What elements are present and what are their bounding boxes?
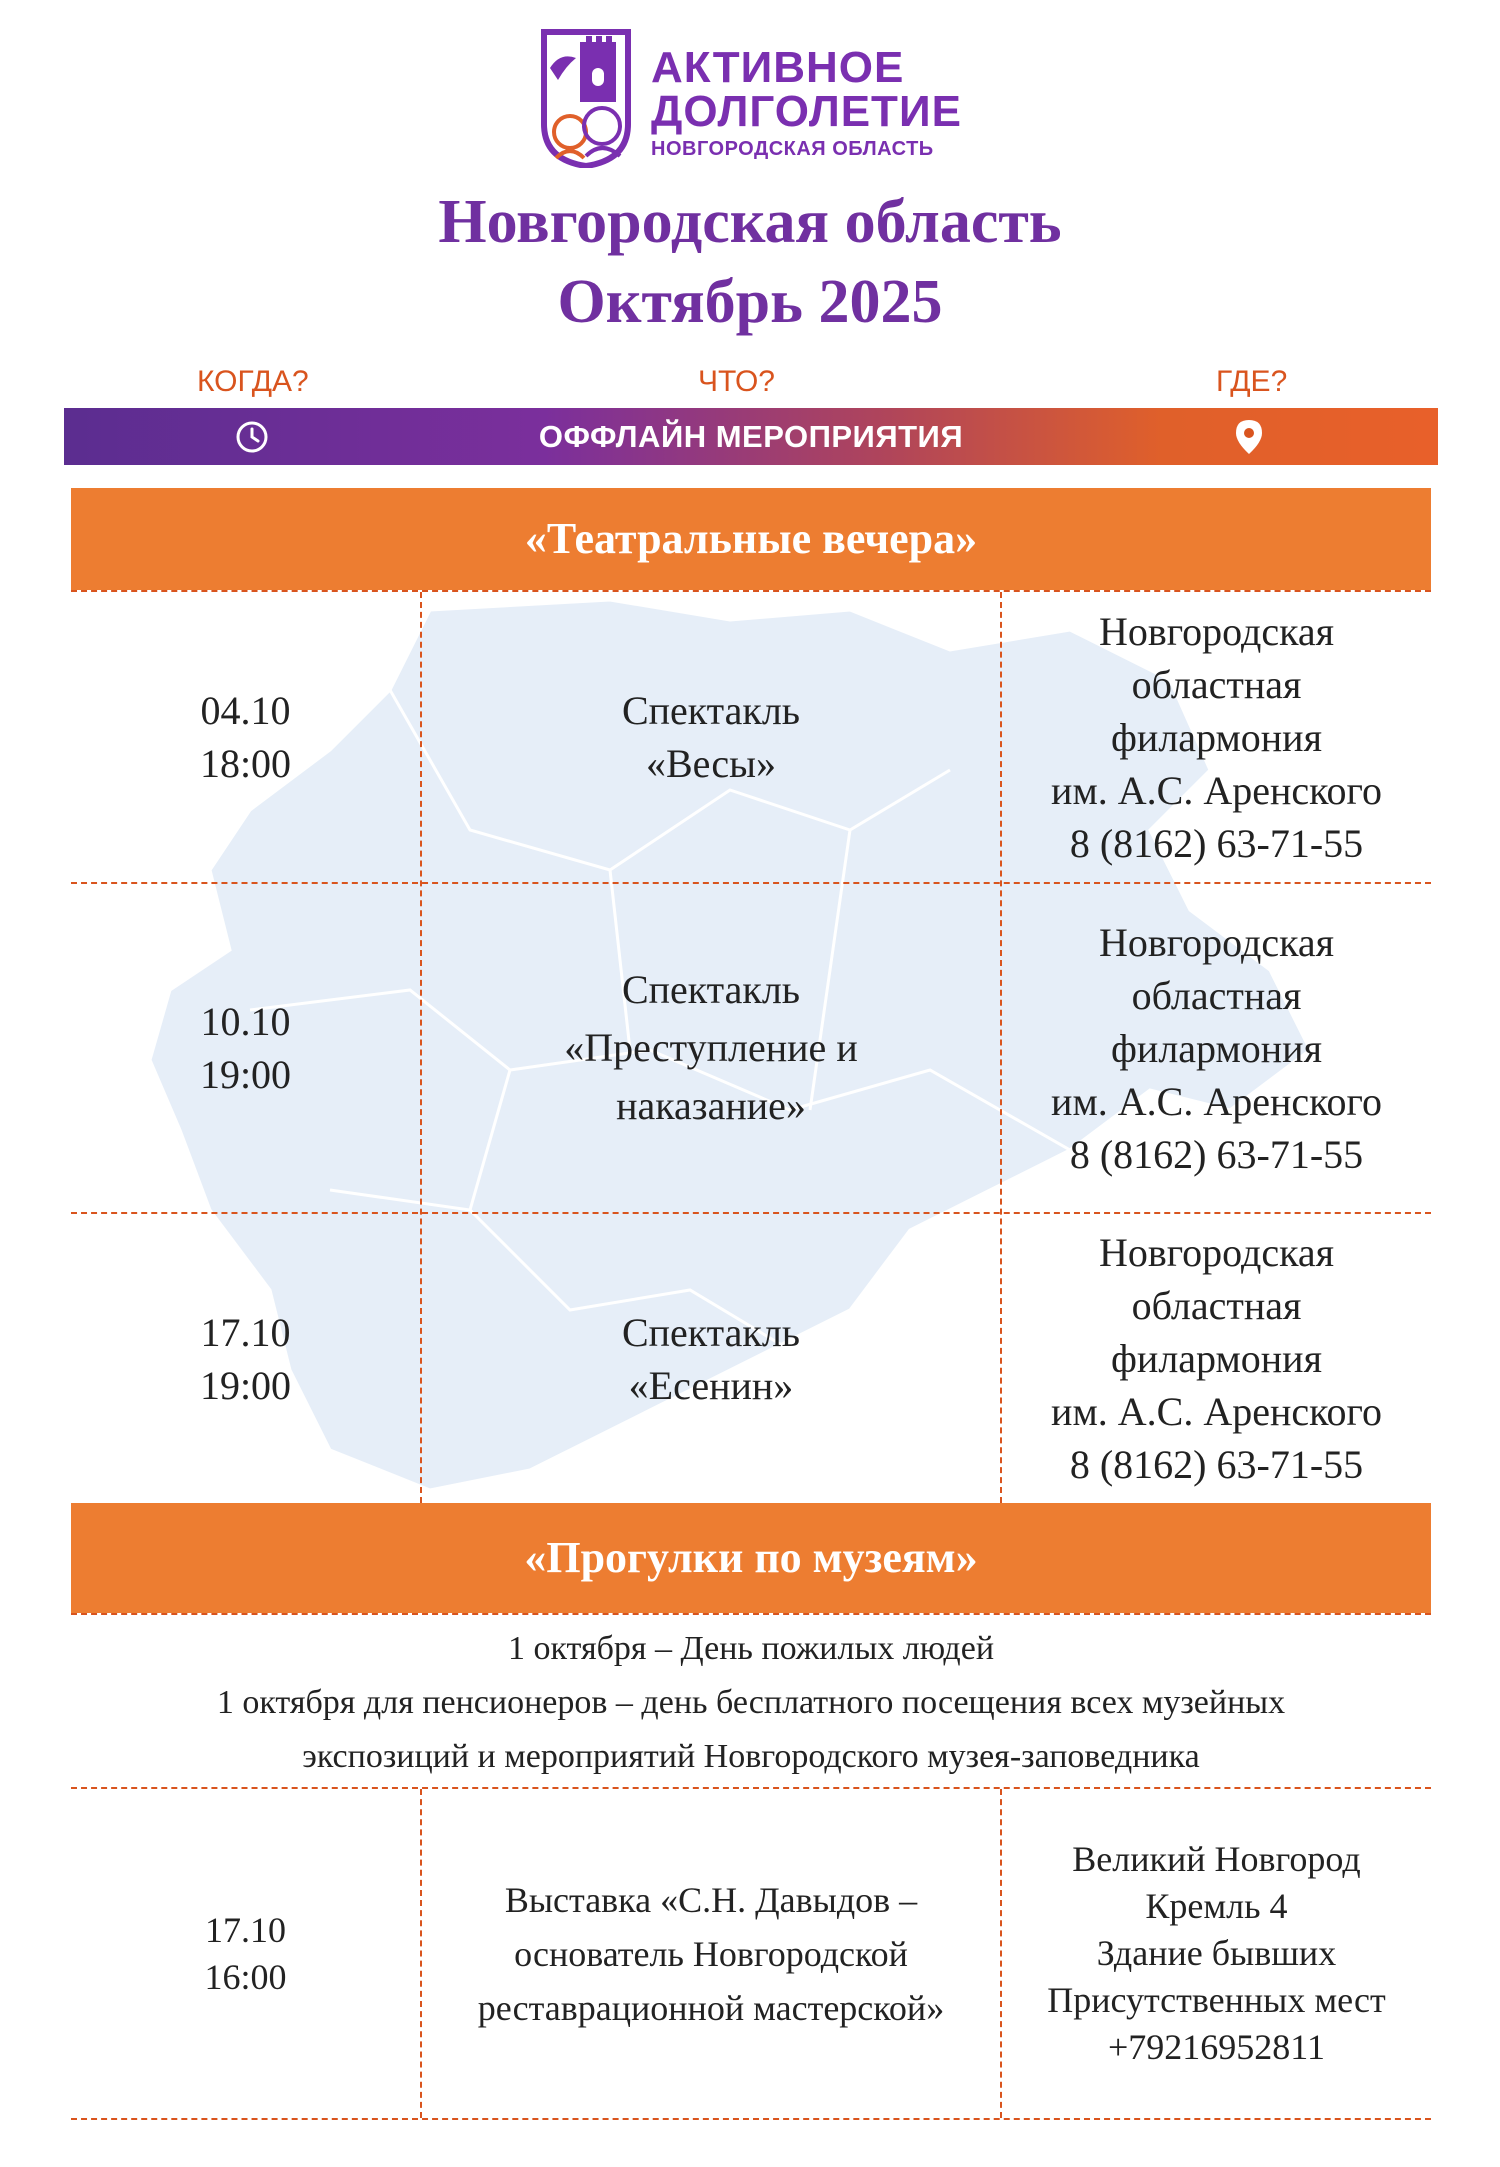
event-where-line: областная <box>1131 1283 1302 1328</box>
band-label: ОФФЛАЙН МЕРОПРИЯТИЯ <box>538 419 964 454</box>
section-title-theatre: «Театральные вечера» <box>71 488 1431 590</box>
event-what-line: реставрационной мастерской» <box>477 1987 945 2028</box>
event-what-line: основатель Новгородской <box>514 1933 908 1974</box>
divider <box>71 1613 1431 1615</box>
event-where <box>1002 592 1431 882</box>
event-where-line: Присутственных мест <box>1047 1980 1386 2020</box>
event-where <box>1002 1214 1431 1503</box>
logo-emblem-icon <box>536 28 636 168</box>
event-where-line: Новгородская <box>1098 1230 1335 1275</box>
event-phone: 8 (8162) 63-71-55 <box>1069 820 1364 866</box>
event-what <box>422 884 1000 1212</box>
event-when <box>71 884 420 1212</box>
section-title-museums: «Прогулки по музеям» <box>71 1503 1431 1613</box>
event-when <box>71 1789 420 2118</box>
page-title-month: Октябрь 2025 <box>557 268 943 336</box>
event-what <box>422 1214 1000 1503</box>
event-what <box>422 592 1000 882</box>
event-what-line: Спектакль <box>621 1309 801 1355</box>
event-when <box>71 592 420 882</box>
event-phone: 8 (8162) 63-71-55 <box>1069 1131 1364 1177</box>
event-what-line: «Весы» <box>645 741 777 786</box>
event-where-line: им. А.С. Аренского <box>1051 767 1382 813</box>
logo-line-1: АКТИВНОЕ <box>651 43 905 92</box>
event-date: 04.10 <box>200 688 291 733</box>
notice-line: экспозиций и мероприятий Новгородского музея-заповедника <box>302 1738 1200 1775</box>
event-when <box>71 1214 420 1503</box>
event-what-line: Спектакль <box>621 688 801 733</box>
event-where-line: Здание бывших <box>1096 1933 1337 1973</box>
event-what-line: «Преступление и <box>564 1025 858 1070</box>
event-phone: +79216952811 <box>1108 2027 1325 2067</box>
location-pin-icon <box>1234 418 1264 456</box>
event-time: 16:00 <box>204 1956 287 1997</box>
column-header-when: КОГДА? <box>197 365 309 398</box>
logo-text <box>651 43 962 162</box>
event-where-line: филармония <box>1111 714 1322 760</box>
logo-line-2: ДОЛГОЛЕТИЕ <box>651 87 962 136</box>
event-where <box>1002 1789 1431 2118</box>
page-title-region: Новгородская область <box>438 188 1062 256</box>
event-date: 10.10 <box>200 999 291 1044</box>
event-where-line: Кремль 4 <box>1145 1886 1288 1926</box>
event-where <box>1002 884 1431 1212</box>
event-date: 17.10 <box>200 1309 291 1355</box>
event-phone: 8 (8162) 63-71-55 <box>1069 1442 1364 1487</box>
event-what-line: наказание» <box>616 1083 806 1128</box>
column-header-where: ГДЕ? <box>1216 365 1288 398</box>
event-what-line: «Есенин» <box>628 1362 794 1408</box>
notice-line: 1 октября для пенсионеров – день бесплатного посещения всех музейных <box>216 1684 1286 1721</box>
event-where-line: областная <box>1131 661 1302 707</box>
divider <box>71 2118 1431 2120</box>
event-time: 19:00 <box>199 1362 292 1408</box>
event-what <box>422 1789 1000 2118</box>
event-time: 18:00 <box>199 741 292 786</box>
museum-notice <box>71 1622 1431 1784</box>
event-date: 17.10 <box>204 1909 286 1950</box>
logo <box>536 28 976 173</box>
clock-icon <box>235 420 269 454</box>
logo-line-3: НОВГОРОДСКАЯ ОБЛАСТЬ <box>651 138 934 160</box>
event-time: 19:00 <box>199 1052 292 1097</box>
event-where-line: им. А.С. Аренского <box>1051 1078 1382 1124</box>
event-where-line: филармония <box>1111 1336 1322 1381</box>
event-where-line: Новгородская <box>1098 608 1335 654</box>
notice-line: 1 октября – День пожилых людей <box>507 1630 995 1667</box>
event-what-line: Спектакль <box>621 967 801 1012</box>
event-what-line: Выставка «С.Н. Давыдов – <box>504 1879 918 1920</box>
event-where-line: Великий Новгород <box>1072 1839 1361 1879</box>
column-header-what: ЧТО? <box>698 365 775 398</box>
event-where-line: областная <box>1131 972 1302 1018</box>
offline-events-band <box>64 408 1438 465</box>
event-where-line: филармония <box>1111 1025 1322 1071</box>
event-where-line: им. А.С. Аренского <box>1051 1389 1382 1434</box>
event-where-line: Новгородская <box>1098 919 1335 965</box>
